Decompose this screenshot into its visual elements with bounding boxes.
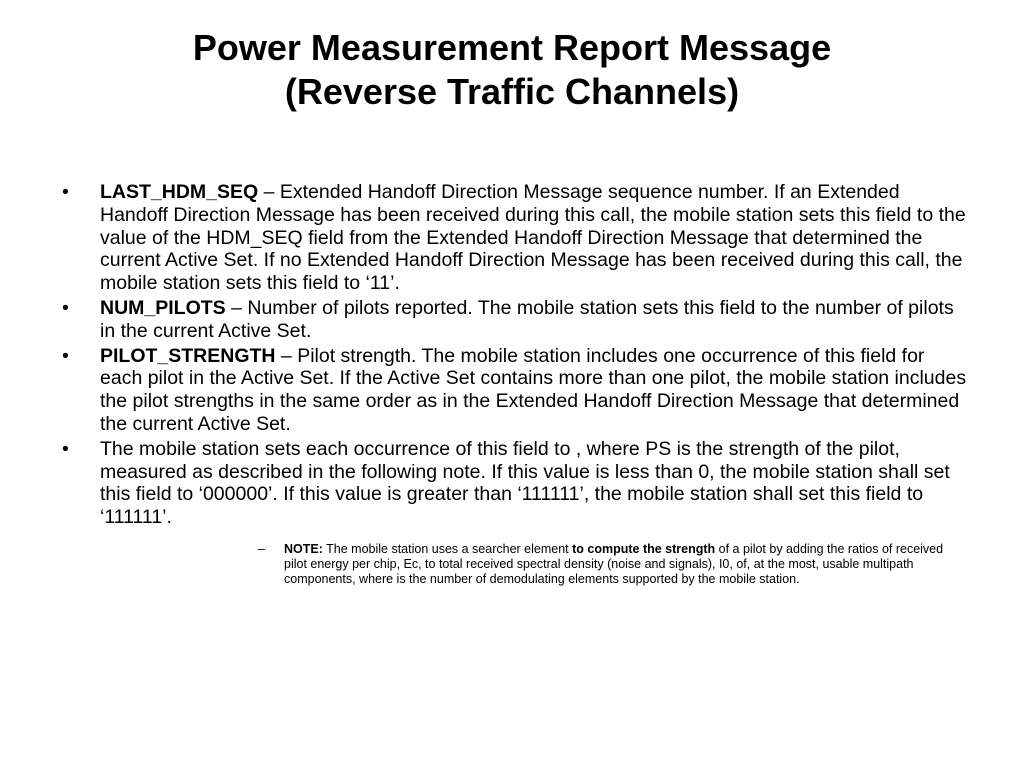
bullet-field-setting — [56, 438, 968, 587]
note-emphasis: to compute the strength — [572, 541, 716, 556]
bullet-marker: • — [62, 181, 69, 203]
bullet-marker: • — [62, 344, 69, 367]
bullet-marker: • — [62, 296, 69, 319]
note-label: NOTE: — [284, 541, 323, 556]
bullet-marker: • — [62, 437, 69, 460]
bullet-text: The mobile station sets each occurrence of this field to , where PS is the strength of the pilot, measured as described in the following note. If this value is less than 0, the mobile station shall set this field to ‘000000’. If this value is greater than ‘111111’, the mobile station shall set this field to ‘111111’. — [100, 437, 950, 529]
bullet-pilot-strength — [56, 345, 968, 436]
title-line-1: Power Measurement Report Message — [192, 27, 832, 68]
bullet-term: PILOT_STRENGTH — [100, 344, 276, 367]
title-line-2: (Reverse Traffic Channels) — [284, 71, 740, 112]
note-text-part-1: The mobile station uses a searcher element — [322, 541, 573, 556]
bullet-term: NUM_PILOTS — [100, 296, 226, 319]
slide-title — [60, 26, 964, 114]
note-subbullet — [100, 542, 968, 587]
bullet-list — [56, 181, 968, 589]
bullet-text: – Number of pilots reported. The mobile station sets this field to the number of pilots in the current Active Set. — [100, 296, 954, 342]
note-text-part-2: of a pilot by adding the ratios of received pilot energy per chip, Ec, to total received spectral density (noise and signals), I0, of, at the most, usable multipath components, where is the number of demodulating elements supported by the mobile station. — [284, 541, 944, 586]
subbullet-dash: – — [258, 541, 265, 556]
bullet-text: – Pilot strength. The mobile station includes one occurrence of this field for each pilot in the Active Set. If the Active Set contains more than one pilot, the mobile station includes the pilot strengths in the same order as in the Extended Handoff Direction Message that determined the current Active Set. — [100, 344, 967, 435]
bullet-text: – Extended Handoff Direction Message sequence number. If an Extended Handoff Direction Message has been received during this call, the mobile station sets this field to the value of the HDM_SEQ field from the Extended Handoff Direction Message that determined the current Active Set. If no Extended Handoff Direction Message has been received during this call, the mobile station sets this field to ‘11’. — [100, 181, 966, 295]
bullet-term: LAST_HDM_SEQ — [100, 181, 259, 203]
bullet-last-hdm-seq — [56, 181, 968, 295]
bullet-num-pilots — [56, 297, 968, 343]
